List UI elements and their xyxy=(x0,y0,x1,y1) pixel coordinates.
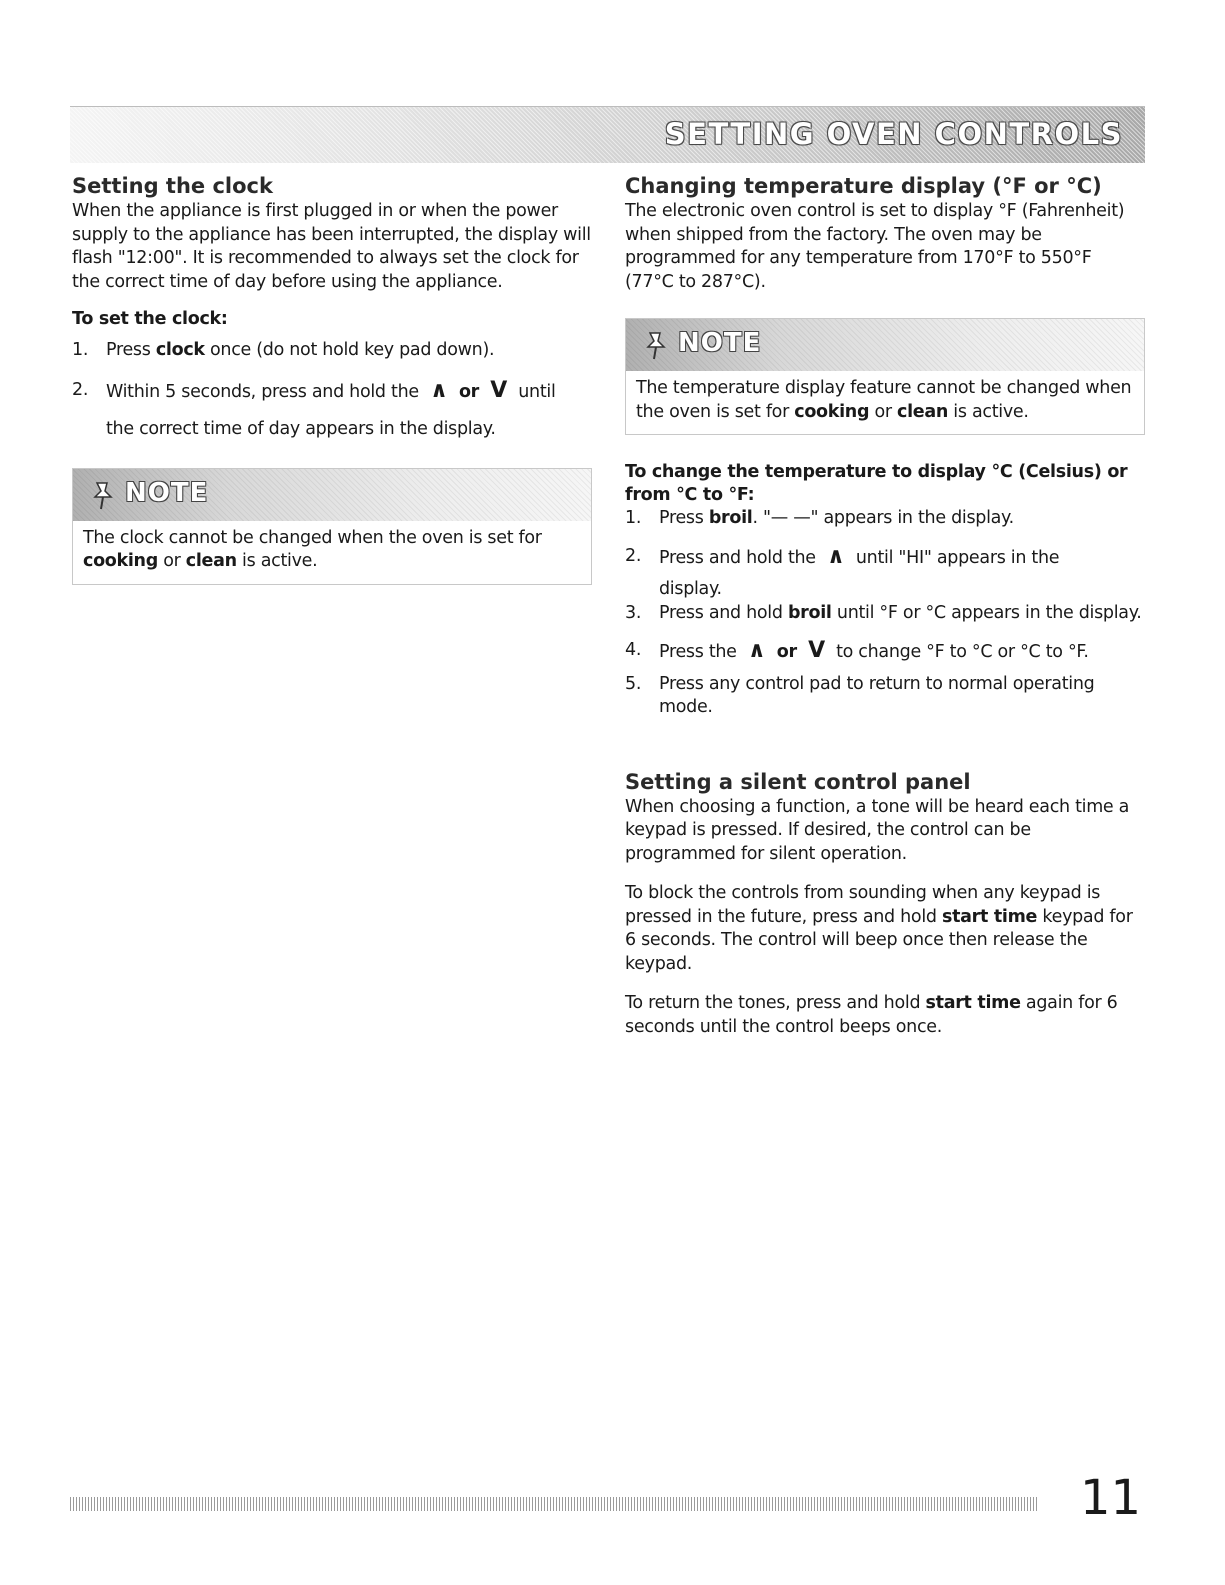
down-arrow-icon: V xyxy=(808,638,825,663)
step-number: 1. xyxy=(625,508,642,528)
step-text: Press clock once (do not hold key pad down). xyxy=(106,340,495,360)
clock-heading: Setting the clock xyxy=(72,174,273,198)
step-text: Press and hold the ∧ until "HI" appears in the display. xyxy=(659,543,1060,599)
temp-step-4 xyxy=(625,639,1145,665)
section-banner xyxy=(70,106,1145,163)
pushpin-icon xyxy=(644,331,670,361)
temp-step-2 xyxy=(625,545,1145,602)
step-number: 2. xyxy=(625,545,642,566)
footer-bar xyxy=(70,1497,1038,1511)
note-text: The temperature display feature cannot be changed when the oven is set for cooking or clean is active. xyxy=(636,378,1132,422)
step-number: 3. xyxy=(625,602,642,623)
clock-subheading: To set the clock: xyxy=(72,309,228,329)
temp-step-1 xyxy=(625,507,1145,531)
temp-intro: The electronic oven control is set to display °F (Fahrenheit) when shipped from the factory. The oven may be programmed for any temperature from 170°F to 550°F (77°C to 287°C). xyxy=(625,201,1125,292)
pushpin-icon xyxy=(91,481,117,511)
step-number: 5. xyxy=(625,673,642,694)
temp-note xyxy=(625,318,1145,435)
temp-subheading: To change the temperature to display °C (Celsius) or from °C to °F: xyxy=(625,462,1128,505)
note-header xyxy=(626,319,1144,371)
step-text: Press any control pad to return to normal operating mode. xyxy=(659,673,1095,717)
clock-step-2 xyxy=(72,379,592,442)
note-header xyxy=(73,469,591,521)
down-arrow-icon: V xyxy=(490,377,507,403)
step-number: 4. xyxy=(625,640,642,660)
step-number: 1. xyxy=(72,340,89,360)
step-text: Press the ∧ or V to change °F to °C or °C to °F. xyxy=(659,638,1089,663)
silent-para-3: To return the tones, press and hold start time again for 6 seconds until the control beeps once. xyxy=(625,993,1118,1037)
note-body xyxy=(73,521,591,584)
step-text: Press broil. "— —" appears in the display. xyxy=(659,508,1014,528)
note-label: NOTE xyxy=(678,328,762,358)
note-label: NOTE xyxy=(125,477,209,508)
up-arrow-icon: ∧ xyxy=(827,543,845,569)
temp-step-3 xyxy=(625,602,1145,626)
left-column xyxy=(72,172,592,585)
silent-heading: Setting a silent control panel xyxy=(625,769,971,794)
banner-title: SETTING OVEN CONTROLS xyxy=(664,117,1123,151)
right-column xyxy=(625,172,1145,1039)
note-text: The clock cannot be changed when the oven is set for cooking or clean is active. xyxy=(83,527,542,571)
clock-note xyxy=(72,468,592,585)
temp-step-5 xyxy=(625,673,1145,720)
clock-step-1 xyxy=(72,339,592,363)
step-number: 2. xyxy=(72,379,89,400)
silent-para-2: To block the controls from sounding when any keypad is pressed in the future, press and hold start time keypad for 6 seconds. The control will beep once then release the keypad. xyxy=(625,883,1133,974)
step-text: Press and hold broil until °F or °C appears in the display. xyxy=(659,602,1142,623)
temp-heading: Changing temperature display (°F or °C) xyxy=(625,174,1102,198)
step-text: Within 5 seconds, press and hold the ∧ or V until the correct time of day appears in the display. xyxy=(106,377,556,439)
silent-para-1: When choosing a function, a tone will be heard each time a keypad is pressed. If desired, the control can be programmed for silent operation. xyxy=(625,796,1130,864)
clock-intro: When the appliance is first plugged in or when the power supply to the appliance has been interrupted, the display will flash "12:00". It is recommended to always set the clock for the correct time of day before using the appliance. xyxy=(72,201,591,292)
page-number: 11 xyxy=(1080,1470,1142,1526)
up-arrow-icon: ∧ xyxy=(747,638,766,663)
note-body xyxy=(626,371,1144,434)
up-arrow-icon: ∧ xyxy=(430,377,448,403)
